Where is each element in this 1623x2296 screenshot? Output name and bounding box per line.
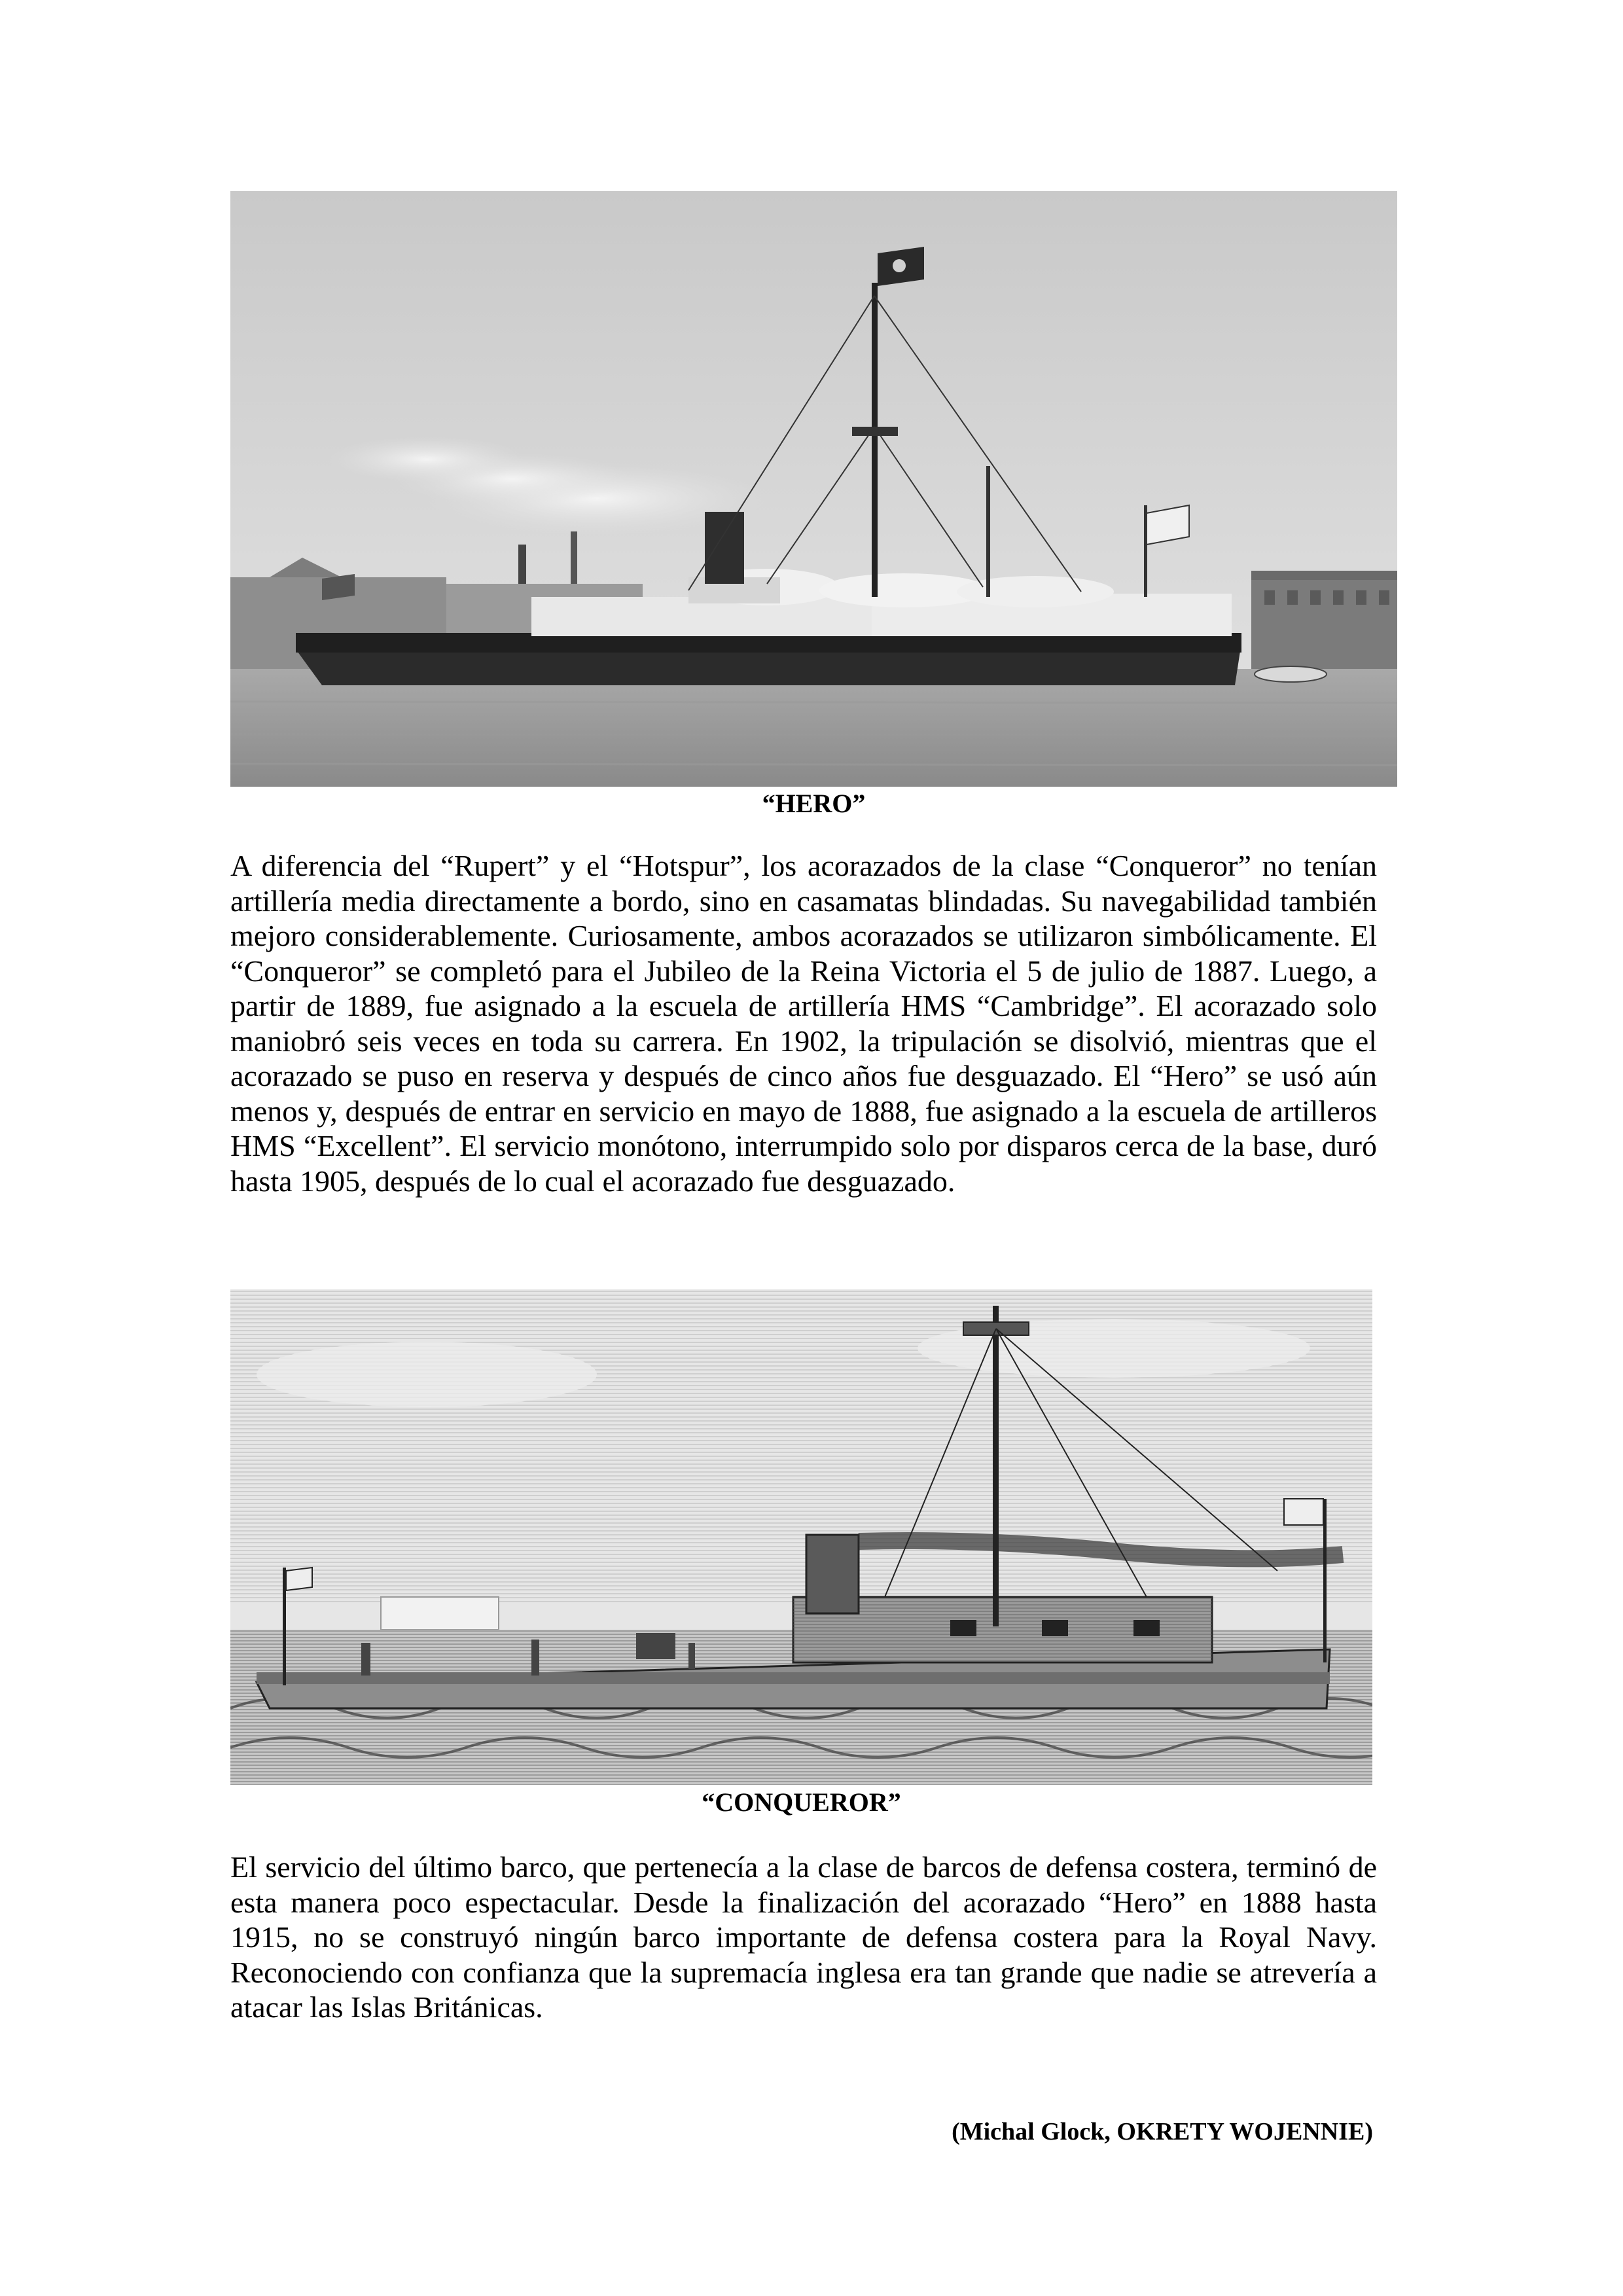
hero-photo xyxy=(230,191,1397,787)
body-paragraph: A diferencia del “Rupert” y el “Hotspur”, los acorazados de la clase “Conqueror” no tenían artillería media directamente a bordo, sino en casamatas blindadas. Su navegabilidad también mejoro considerablemente. Curiosamente, ambos acorazados se utilizaron simbólicamente. El “Conqueror” se completó para el Jubileo de la Reina Victoria el 5 de julio de 1887. Luego, a partir de 1889, fue asignado a la escuela de artillería HMS “Cambridge”. El acorazado solo maniobró seis veces en toda su carrera. En 1902, la tripulación se disolvió, mientras que el acorazado se puso en reserva y después de cinco años fue desguazado. El “Hero” se usó aún menos y, después de entrar en servicio en mayo de 1888, fue asignado a la escuela de artilleros HMS “Excellent”. El servicio monótono, interrumpido solo por disparos cerca de la base, duró hasta 1905, después de lo cual el acorazado fue desguazado. xyxy=(230,849,1377,1198)
body-paragraph: El servicio del último barco, que pertenecía a la clase de barcos de defensa costera, terminó de esta manera poco espectacular. Desde la finalización del acorazado “Hero” en 1888 hasta 1915, no se construyó ningún barco importante de defensa costera para la Royal Navy. Reconociendo con confianza que la supremacía inglesa era tan grande que nadie se atrevería a atacar las Islas Británicas. xyxy=(230,1850,1377,2024)
source-credit: (Michal Glock, OKRETY WOJENNIE) xyxy=(952,2118,1373,2145)
hero-caption: “HERO” xyxy=(762,789,866,818)
conqueror-engraving xyxy=(230,1289,1372,1785)
conqueror-caption: “CONQUEROR” xyxy=(702,1787,901,1817)
